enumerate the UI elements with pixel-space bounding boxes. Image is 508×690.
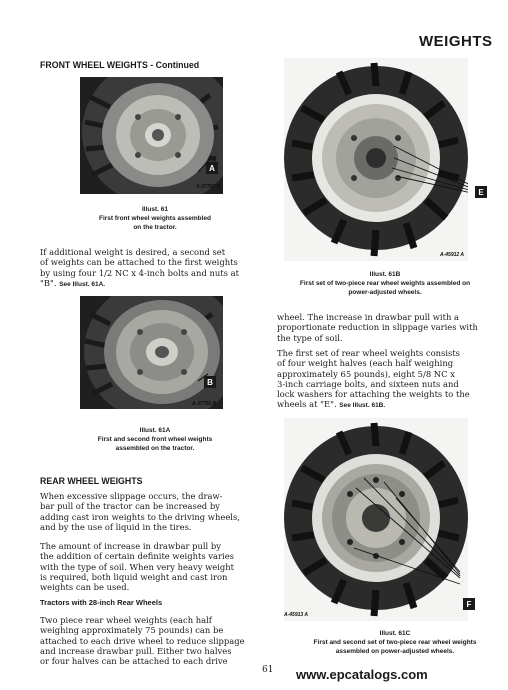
paragraph-first-set-text: The first set of rear wheel weights consists of four weight halves (each half weighing approximately 65 pounds), eight 5/8 NC x 3-inch carriage bolts, and sixteen nuts and lock washers for attaching the weights to the wheels at "E". [277, 348, 470, 410]
illust-61b-code: A-45912 A [440, 252, 464, 258]
paragraph-two-piece-weights: Two piece rear wheel weights (each half weighing approximately 75 pounds) can be attached to each drive wheel to reduce slippage and increase drawbar pull. Either two halves or four halves can be attached to each drive [40, 615, 245, 667]
paragraph-second-set-text: If additional weight is desired, a second set of weights can be attached to the first weights by using four 1/2 NC x 4-inch bolts and nuts at "B". [40, 247, 239, 288]
illust-61c-caption-number: Illust. 61C [379, 630, 411, 637]
paragraph-first-set [277, 348, 499, 412]
28-inch-wheels-subheading: Tractors with 28-inch Rear Wheels [40, 598, 163, 607]
illust-61a-caption-number: Illust. 61A [139, 427, 171, 434]
illust-61c-photo [284, 418, 468, 621]
callout-e: E [475, 186, 487, 198]
illust-61c-code: A-45913 A [284, 612, 308, 618]
site-watermark: www.epcatalogs.com [296, 667, 428, 682]
paragraph-slippage: When excessive slippage occurs, the draw- bar pull of the tractor can be increased by adding cast iron weights to the driving wheels, and by the use of liquid in the tires. [40, 491, 240, 532]
illust-61-caption: First front wheel weights assembled on the tractor. [99, 215, 211, 231]
section-header: WEIGHTS [419, 33, 493, 50]
page-number: 61 [262, 665, 274, 675]
illust-61a-caption: First and second front wheel weights assembled on the tractor. [97, 436, 213, 452]
heading-main: FRONT WHEEL WEIGHTS [40, 60, 148, 70]
rear-wheel-weights-heading: REAR WHEEL WEIGHTS [40, 476, 143, 486]
paragraph-drawbar-increase: The amount of increase in drawbar pull by the addition of certain definite weights varies with the type of soil. When very heavy weight is required, both liquid weight and cast iron weights can be used. [40, 541, 235, 593]
callout-b: B [204, 376, 216, 388]
illust-61b-photo [284, 58, 468, 261]
paragraph-drawbar-reduction: wheel. The increase in drawbar pull with a proportionate reduction in slippage varies with the type of soil. [277, 312, 478, 343]
callout-a: A [206, 162, 218, 174]
see-illust-61b-ref: See Illust. 61B. [339, 402, 386, 410]
illust-61a-photo [80, 296, 223, 409]
illust-61b-caption-number: Illust. 61B [369, 271, 401, 278]
front-wheel-weights-heading [40, 60, 199, 70]
illust-61c-caption: First and second set of two-piece rear wheel weights assembled on power-adjusted wheels. [313, 639, 477, 655]
paragraph-second-set [40, 247, 272, 290]
callout-f: F [463, 598, 475, 610]
illust-61-caption-number: Illust. 61 [141, 206, 168, 213]
illust-61a-code: A-37756 B [192, 401, 217, 407]
illust-61-photo [80, 77, 223, 194]
heading-continued: - Continued [147, 60, 200, 70]
illust-61-code: A-37755 B [196, 184, 221, 190]
illust-61b-caption: First set of two-piece rear wheel weights assembled on power-adjusted wheels. [299, 280, 471, 296]
see-illust-61a-ref: See Illust. 61A. [59, 280, 106, 288]
